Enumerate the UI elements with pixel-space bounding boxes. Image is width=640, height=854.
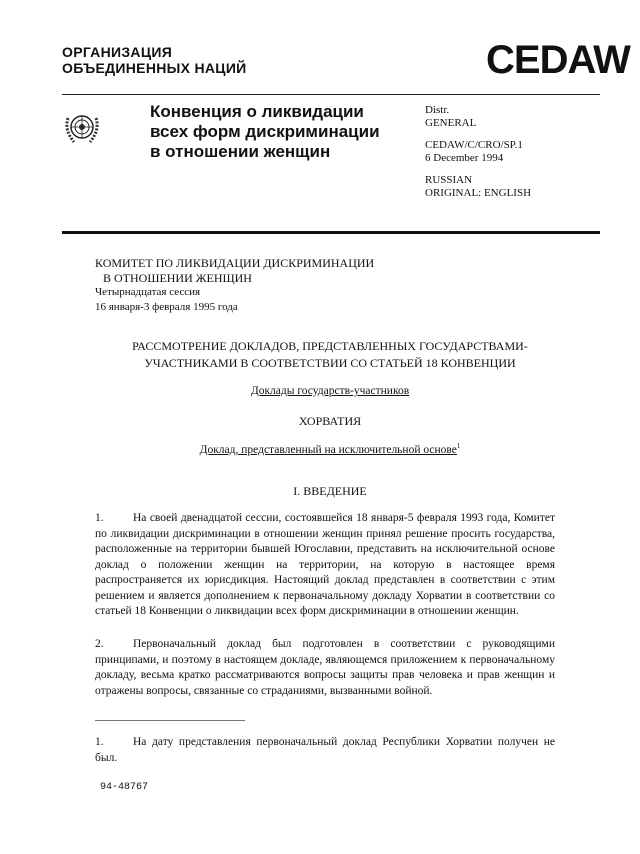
org-line-1: ОРГАНИЗАЦИЯ xyxy=(62,44,173,60)
document-date: 6 December 1994 xyxy=(425,152,504,164)
distribution-type: GENERAL xyxy=(425,117,477,129)
paragraph-number: 1. xyxy=(95,512,104,524)
document-language: RUSSIAN xyxy=(425,174,473,186)
title-line: Конвенция о ликвидации xyxy=(150,102,364,121)
cedaw-logo: CEDAW xyxy=(486,38,630,82)
footnote xyxy=(95,735,555,766)
document-metadata xyxy=(425,104,531,200)
reports-subheading: Доклады государств-участников xyxy=(250,385,410,397)
distribution-label: Distr. xyxy=(425,104,450,116)
footnote-number: 1. xyxy=(95,736,104,748)
convention-title xyxy=(150,102,380,162)
paragraph-number: 2. xyxy=(95,638,104,650)
agenda-line: УЧАСТНИКАМИ В СООТВЕТСТВИИ СО СТАТЬЕЙ 18 КОНВЕНЦИИ xyxy=(144,356,516,370)
committee-name: КОМИТЕТ ПО ЛИКВИДАЦИИ ДИСКРИМИНАЦИИ xyxy=(95,256,375,270)
footnote-divider xyxy=(95,720,245,721)
title-line: в отношении женщин xyxy=(150,142,331,161)
session-dates: 16 января-3 февраля 1995 года xyxy=(95,300,238,313)
session: Четырнадцатая сессия xyxy=(95,286,201,298)
un-emblem-icon xyxy=(62,108,102,148)
paragraph-text: На своей двенадцатой сессии, состоявшейся 18 января-5 февраля 1993 года, Комитет по ликвидации дискриминации в отношении женщин принял решение просить государства, расположенные на территории бывшей Югославии, представить на исключительной основе доклад о положении женщин на территории, на которую в настоящее время распространяется их юрисдикция. Настоящий доклад представлен в соответствии с этим решением и является дополнением к первоначальному докладу Хорватии в соответствии со статьей 18 Конвенции о ликвидации всех форм дискриминации в отношении женщин. xyxy=(95,512,555,617)
committee-name-2: В ОТНОШЕНИИ ЖЕНЩИН xyxy=(103,270,252,285)
committee-block xyxy=(95,256,374,314)
paragraph-2 xyxy=(95,637,555,699)
footnote-text: На дату представления первоначальный доклад Республики Хорватии получен не был. xyxy=(95,736,555,764)
paragraph-text: Первоначальный доклад был подготовлен в соответствии с руководящими принципами, и поэтому в настоящем докладе, являющемся приложением к первоначальному докладу, весьма кратко рассматриваются вопросы защиты прав человека и прав женщин и отражены вопросы, связанные со страданиями, вызванными войной. xyxy=(95,638,555,697)
agenda-heading xyxy=(80,338,580,372)
country-heading: ХОРВАТИЯ xyxy=(298,414,362,428)
org-line-2: ОБЪЕДИНЕННЫХ НАЦИЙ xyxy=(62,60,247,76)
section-heading: I. ВВЕДЕНИЕ xyxy=(293,484,367,498)
footnote-reference[interactable]: 1 xyxy=(456,442,461,450)
organization-name xyxy=(62,44,247,76)
document-symbol: CEDAW/C/CRO/SP.1 xyxy=(425,139,523,151)
header-divider xyxy=(62,94,600,95)
original-language: ORIGINAL: ENGLISH xyxy=(425,187,532,199)
report-type xyxy=(80,442,580,456)
title-line: всех форм дискриминации xyxy=(150,122,380,141)
document-number: 94-48767 xyxy=(100,782,149,793)
agenda-line: РАССМОТРЕНИЕ ДОКЛАДОВ, ПРЕДСТАВЛЕННЫХ ГОСУДАРСТВАМИ- xyxy=(132,339,528,353)
paragraph-1 xyxy=(95,511,555,620)
header-bottom-rule xyxy=(62,231,600,234)
report-type-text: Доклад, представленный на исключительной основе xyxy=(199,443,457,456)
